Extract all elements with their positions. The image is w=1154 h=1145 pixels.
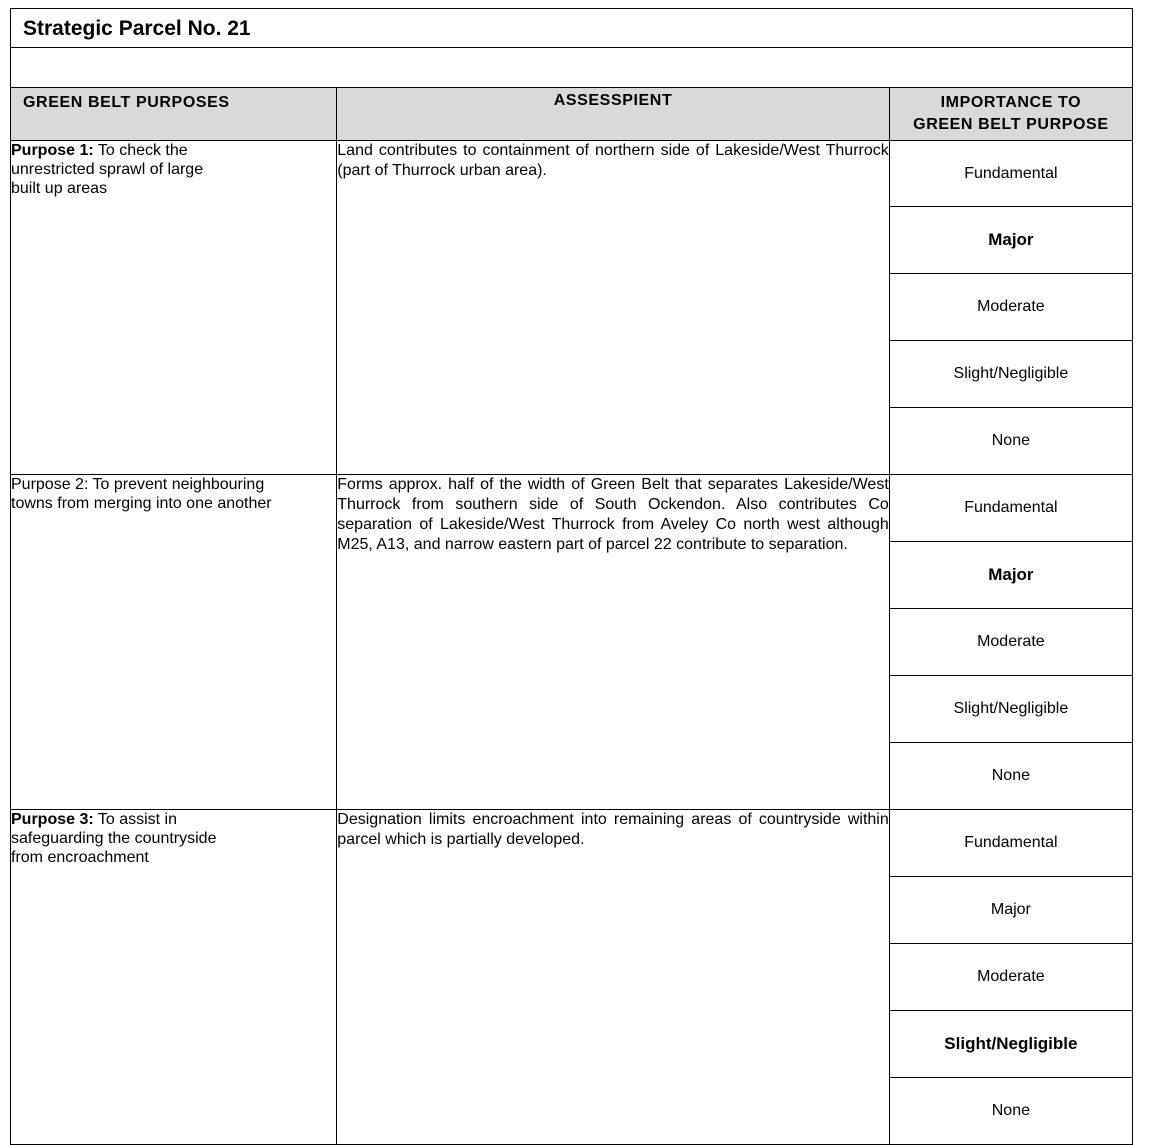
importance-moderate-cell: Moderate — [889, 274, 1132, 341]
assessment-1-cell — [337, 141, 889, 475]
purpose-purpose-line3: from encroachment — [11, 849, 149, 866]
importance-slight-negligible-cell: Slight/Negligible — [889, 1011, 1132, 1078]
importance-fundamental-cell: Fundamental — [889, 141, 1132, 207]
importance-none-cell: None — [889, 743, 1132, 810]
importance-major-cell: Major — [889, 877, 1132, 944]
assessment-3-cell — [337, 810, 889, 1145]
purpose-label: Purpose 1: — [11, 142, 94, 159]
importance-none-cell: None — [889, 1078, 1132, 1145]
purpose-line1 — [11, 141, 336, 160]
purpose-text: To check the — [93, 142, 188, 159]
table-row — [11, 810, 1133, 877]
importance-moderate-cell: Moderate — [889, 609, 1132, 676]
purpose-purpose-line2: unrestricted sprawl of large — [11, 161, 204, 178]
assessment-text: Forms approx. half of the width of Green Belt that separates Lakeside/West Thurrock from southern side of South Ockendon. Also contributes Co separation of Lakeside/West Thurrock from Aveley Co north west although M25, A13, and narrow eastern part of parcel 22 contribute to separation. — [337, 476, 889, 553]
assessment-text: Land contributes to containment of northern side of Lakeside/West Thurrock (part of Thurrock urban area). — [337, 142, 889, 179]
importance-slight-negligible-cell: Slight/Negligible — [889, 341, 1132, 408]
purpose-2-cell — [11, 475, 337, 810]
purpose-rows — [11, 141, 1133, 1145]
purpose-purpose-line2: towns from merging into one another — [11, 495, 272, 512]
purpose-line1 — [11, 475, 336, 494]
header-importance-line2: GREEN BELT PURPOSE — [913, 116, 1109, 133]
importance-moderate-cell: Moderate — [889, 944, 1132, 1011]
table-row — [11, 475, 1133, 542]
page-title: Strategic Parcel No. 21 — [23, 17, 251, 40]
purpose-label: Purpose 3: — [11, 811, 94, 828]
purpose-purpose-line2: safeguarding the countryside — [11, 830, 217, 847]
importance-fundamental-cell: Fundamental — [889, 810, 1132, 877]
table-row — [11, 141, 1133, 207]
purpose-1-cell — [11, 141, 337, 475]
header-importance-line1: IMPORTANCE TO — [940, 94, 1082, 111]
assessment-text: Designation limits encroachment into remaining areas of countryside within parcel which is partially developed. — [337, 811, 889, 848]
purpose-text: Purpose 2: To prevent neighbouring — [11, 476, 265, 493]
assessment-table — [10, 8, 1133, 1145]
header-importance — [889, 88, 1132, 141]
blank-row — [11, 48, 1133, 88]
assessment-2-cell — [337, 475, 889, 810]
importance-fundamental-cell: Fundamental — [889, 475, 1132, 542]
title-cell — [11, 9, 1133, 48]
importance-slight-negligible-cell: Slight/Negligible — [889, 676, 1132, 743]
header-purposes: GREEN BELT PURPOSES — [11, 88, 337, 141]
importance-major-cell: Major — [889, 207, 1132, 274]
importance-none-cell: None — [889, 408, 1132, 475]
header-assessment: ASSESSPIENT — [337, 88, 889, 141]
purpose-line1 — [11, 810, 336, 829]
purpose-3-cell — [11, 810, 337, 1145]
purpose-text: To assist in — [93, 811, 177, 828]
purpose-purpose-line3: built up areas — [11, 180, 108, 197]
importance-major-cell: Major — [889, 542, 1132, 609]
